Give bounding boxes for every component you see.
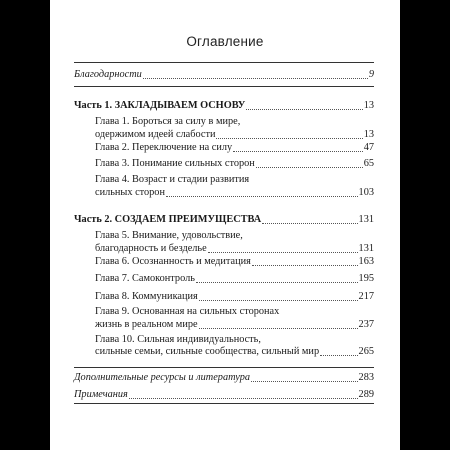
toc-entry-label: Примечания <box>74 389 128 400</box>
book-page <box>50 0 400 450</box>
toc-part-page: 131 <box>358 214 374 225</box>
toc-entry-label: Дополнительные ресурсы и литература <box>74 372 250 383</box>
toc-chapter-8[interactable] <box>95 291 374 303</box>
leader-dots <box>256 167 363 168</box>
toc-chapter-1-line1: Глава 1. Бороться за силу в мире, <box>95 116 241 127</box>
toc-chapter-9-line1: Глава 9. Основанная на сильных сторонах <box>95 306 280 317</box>
toc-part-title: ЗАКЛАДЫВАЕМ ОСНОВУ <box>114 100 246 111</box>
toc-entry-page: 9 <box>368 69 374 80</box>
leader-dots <box>199 300 358 301</box>
leader-dots <box>129 398 358 399</box>
toc-chapter-6[interactable] <box>95 256 374 268</box>
toc-chapter-page: 217 <box>358 291 374 302</box>
toc-entry-page: 283 <box>358 372 374 383</box>
toc-chapter-page: 237 <box>358 319 374 330</box>
toc-entry-notes[interactable] <box>74 389 374 401</box>
toc-part-label <box>74 214 261 226</box>
leader-dots <box>143 78 368 79</box>
toc-chapter-5-line1: Глава 5. Внимание, удовольствие, <box>95 230 243 241</box>
toc-chapter-5[interactable] <box>95 243 374 255</box>
toc-chapter-10[interactable] <box>95 346 374 358</box>
toc-chapter-2[interactable] <box>95 142 374 154</box>
toc-chapter-7[interactable] <box>95 273 374 285</box>
section-divider <box>74 86 374 87</box>
toc-chapter-4[interactable] <box>95 187 374 199</box>
leader-dots <box>166 196 358 197</box>
leader-dots <box>262 223 357 224</box>
toc-part-page: 13 <box>363 100 374 111</box>
toc-chapter-page: 13 <box>363 129 374 140</box>
toc-chapter-label: Глава 8. Коммуникация <box>95 291 198 302</box>
toc-chapter-label: сильные семьи, сильные сообщества, сильный мир <box>95 346 320 357</box>
toc-chapter-label: благодарность и безделье <box>95 243 207 254</box>
toc-chapter-page: 131 <box>358 243 374 254</box>
leader-dots <box>246 109 362 110</box>
toc-part-prefix: Часть 1. <box>74 100 113 111</box>
toc-part-title: СОЗДАЕМ ПРЕИМУЩЕСТВА <box>114 214 262 225</box>
toc-chapter-label: Глава 2. Переключение на силу <box>95 142 233 153</box>
toc-chapter-4-line1: Глава 4. Возраст и стадии развития <box>95 174 250 185</box>
toc-chapter-page: 163 <box>358 256 374 267</box>
leader-dots <box>216 138 362 139</box>
toc-chapter-page: 103 <box>358 187 374 198</box>
toc-chapter-page: 265 <box>358 346 374 357</box>
page-title: Оглавление <box>186 34 264 49</box>
toc-chapter-3[interactable] <box>95 158 374 170</box>
leader-dots <box>320 355 357 356</box>
bottom-divider <box>74 403 374 404</box>
toc-chapter-10-line1: Глава 10. Сильная индивидуальность, <box>95 334 261 345</box>
leader-dots <box>251 381 358 382</box>
leader-dots <box>196 282 358 283</box>
leader-dots <box>199 328 358 329</box>
toc-entry-label: Благодарности <box>74 69 142 80</box>
toc-chapter-label: жизнь в реальном мире <box>95 319 198 330</box>
toc-entry-page: 289 <box>358 389 374 400</box>
toc-entry-resources[interactable] <box>74 372 374 384</box>
toc-chapter-page: 195 <box>358 273 374 284</box>
toc-part-label <box>74 100 245 112</box>
toc-chapter-9[interactable] <box>95 319 374 331</box>
leader-dots <box>208 252 358 253</box>
leader-dots <box>233 151 363 152</box>
toc-chapter-label: одержимом идеей слабости <box>95 129 216 140</box>
section-divider <box>74 367 374 368</box>
leader-dots <box>252 265 358 266</box>
toc-chapter-page: 65 <box>363 158 374 169</box>
toc-chapter-label: Глава 3. Понимание сильных сторон <box>95 158 255 169</box>
toc-chapter-label: сильных сторон <box>95 187 165 198</box>
toc-entry-acknowledgements[interactable] <box>74 69 374 81</box>
toc-chapter-1[interactable] <box>95 129 374 141</box>
toc-part-prefix: Часть 2. <box>74 214 113 225</box>
toc-chapter-label: Глава 7. Самоконтроль <box>95 273 195 284</box>
toc-chapter-label: Глава 6. Осознанность и медитация <box>95 256 251 267</box>
top-divider <box>74 62 374 63</box>
toc-part-2[interactable] <box>74 214 374 226</box>
toc-part-1[interactable] <box>74 100 374 112</box>
toc-chapter-page: 47 <box>363 142 374 153</box>
